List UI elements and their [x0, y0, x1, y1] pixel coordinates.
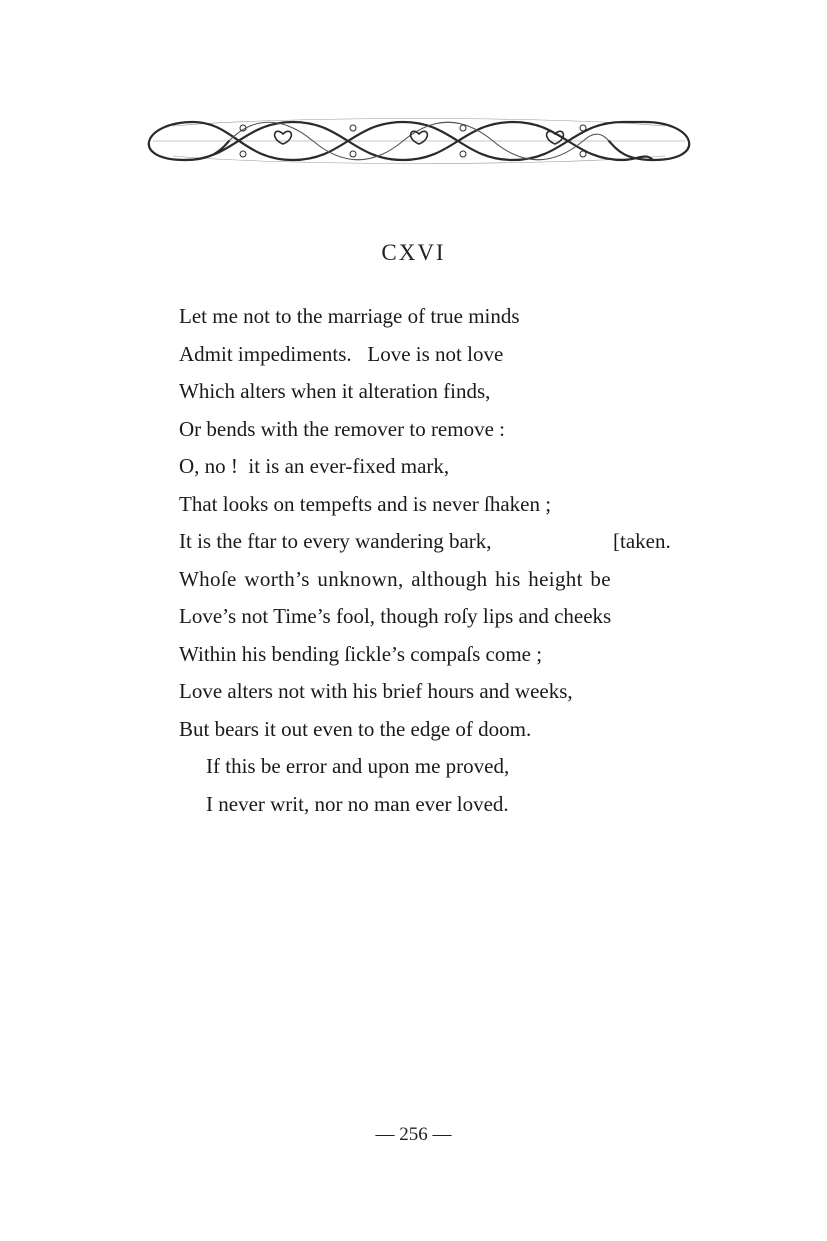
poem-line-4: Or bends with the remover to remove :: [179, 416, 505, 441]
sonnet-number-heading: CXVI: [381, 240, 446, 265]
poem-line-5: O, no ! it is an ever-fixed mark,: [179, 454, 450, 478]
sonnet-text: [179, 298, 689, 823]
turnover-word: [taken.: [613, 529, 671, 553]
poem-line-2: Admit impediments. Love is not love: [179, 341, 504, 366]
poem-line-11: Love alters not with his brief hours and weeks,: [179, 679, 573, 703]
poem-line-1: Let me not to the marriage of true minds: [179, 304, 520, 328]
poem-line-8: Whoſe worth’s unknown, although his height be: [179, 566, 611, 591]
poem-line-7: [179, 523, 689, 561]
poem-line-9: Love’s not Time’s fool, though roſy lips and cheeks: [179, 604, 612, 628]
scrollwork-border-icon: [133, 112, 705, 170]
poem-line-7-text: It is the ftar to every wandering bark,: [179, 529, 492, 553]
scrollwork-ornament: [133, 112, 705, 170]
poem-line-13: If this be error and upon me proved,: [206, 754, 510, 778]
poem-line-6: That looks on tempefts and is never ſhaken ;: [179, 491, 552, 516]
poem-line-14: I never writ, nor no man ever loved.: [206, 791, 509, 816]
poem-line-10: Within his bending ſickle’s compaſs come ;: [179, 641, 543, 666]
page-number: — 256 —: [375, 1124, 452, 1145]
poem-line-3: Which alters when it alteration finds,: [179, 379, 491, 403]
poem-line-12: But bears it out even to the edge of doom.: [179, 716, 532, 741]
